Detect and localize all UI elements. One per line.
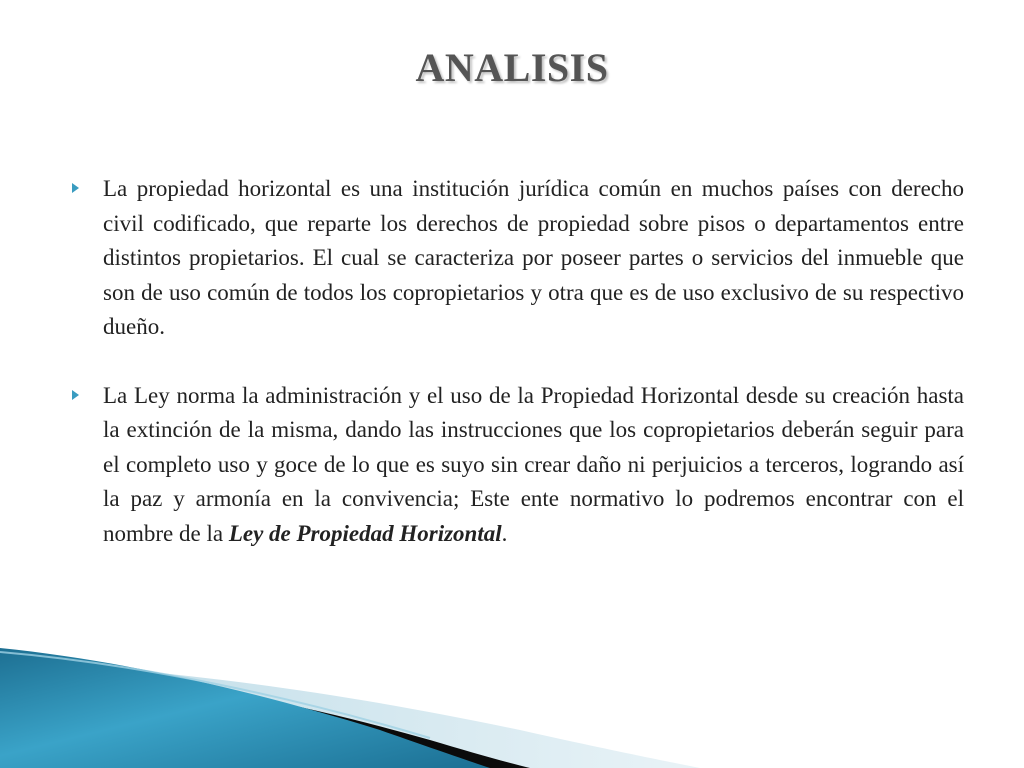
slide-title: ANALISIS <box>415 45 609 90</box>
bullet-text: La propiedad horizontal es una institución jurídica común en muchos países con derecho civil codificado, que reparte los derechos de propiedad sobre pisos o departamentos entre distintos propietarios. El cual se caracteriza por poseer partes o servicios del inmueble que son de uso común de todos los copropietarios y otra que es de uso exclusivo de su respectivo dueño. <box>103 176 964 339</box>
law-name-emphasis: Ley de Propiedad Horizontal <box>228 520 502 546</box>
bullet-text-part: La Ley norma la administración y el uso de la Propiedad Horizontal desde su creación hasta la extinción de la misma, dando las instrucciones que los copropietarios deberán seguir para el completo uso y goce de lo que es suyo sin crear daño ni perjuicios a terceros, logrando así la paz y armonía en la convivencia; Este ente normativo lo podremos encontrar con el nombre de la <box>103 382 964 546</box>
blue-band <box>0 648 490 768</box>
bullet-text-end: . <box>501 520 508 546</box>
